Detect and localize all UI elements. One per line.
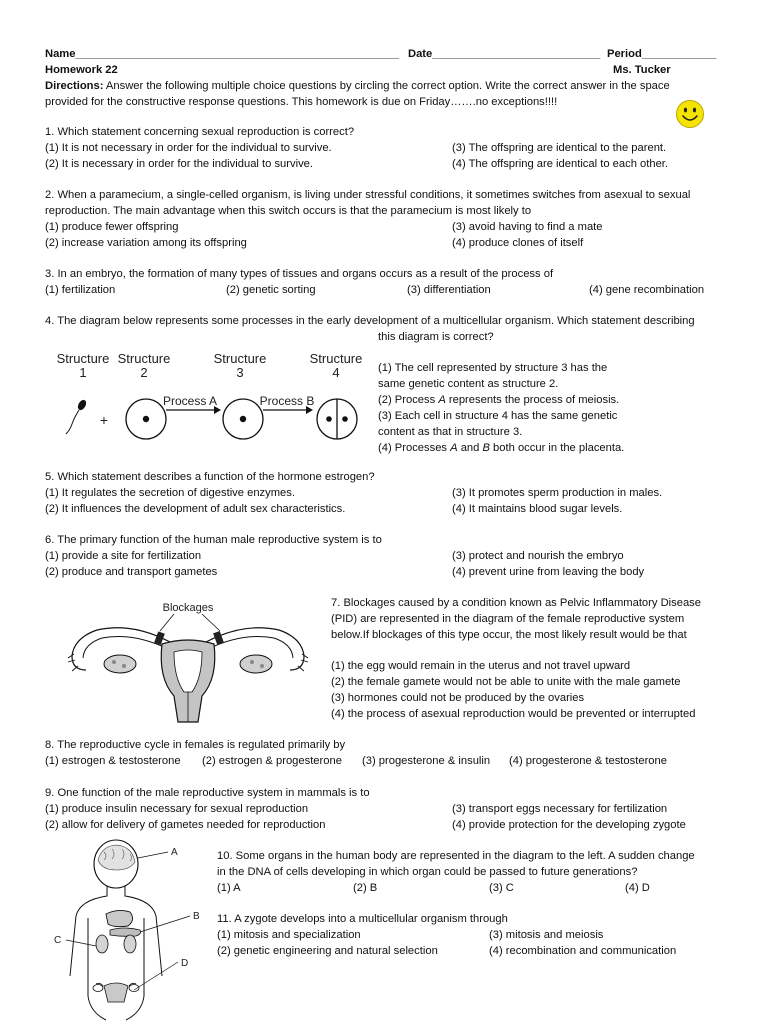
structure-4-number: 4 bbox=[332, 365, 340, 380]
q9-option-1[interactable]: (1) produce insulin necessary for sexual reproduction bbox=[45, 803, 309, 815]
structure-4-label: Structure bbox=[309, 351, 363, 366]
organ-label-a: A bbox=[171, 847, 178, 858]
q4-option-2-pre: (2) Process bbox=[378, 394, 439, 406]
q6-option-1[interactable]: (1) provide a site for fertilization bbox=[45, 550, 202, 562]
q4-option-2-var: A bbox=[438, 394, 446, 406]
q2-option-1[interactable]: (1) produce fewer offspring bbox=[45, 221, 179, 233]
q5-option-2[interactable]: (2) It influences the development of adult sex characteristics. bbox=[45, 503, 346, 515]
q6-option-2[interactable]: (2) produce and transport gametes bbox=[45, 566, 218, 578]
structure-2-number: 2 bbox=[140, 365, 148, 380]
q2-option-3[interactable]: (3) avoid having to find a mate bbox=[452, 221, 603, 233]
q3-option-4[interactable]: (4) gene recombination bbox=[589, 284, 705, 296]
q5-option-1[interactable]: (1) It regulates the secretion of digestive enzymes. bbox=[45, 487, 295, 499]
egg-cell bbox=[126, 399, 166, 439]
period-line[interactable]: Period____________ bbox=[607, 48, 717, 60]
human-body-organs-diagram bbox=[50, 836, 200, 1024]
q4-option-4-var-2: B bbox=[482, 442, 490, 454]
q1-option-1[interactable]: (1) It is not necessary in order for the individual to survive. bbox=[45, 142, 332, 154]
q4-stem-2: this diagram is correct? bbox=[378, 331, 494, 343]
q11-option-3[interactable]: (3) mitosis and meiosis bbox=[489, 929, 604, 941]
directions-line-2: provided for the constructive response questions. This homework is due on Friday…….no exceptions!!!! bbox=[45, 96, 558, 108]
q4-option-4-var-1: A bbox=[450, 442, 458, 454]
structure-3-number: 3 bbox=[236, 365, 244, 380]
q1-option-4[interactable]: (4) The offspring are identical to each other. bbox=[452, 158, 669, 170]
q10-option-2[interactable]: (2) B bbox=[353, 882, 378, 894]
q8-option-1[interactable]: (1) estrogen & testosterone bbox=[45, 755, 181, 767]
q3-stem: 3. In an embryo, the formation of many types of tissues and organs occurs as a result of the process of bbox=[45, 268, 554, 280]
q11-option-1[interactable]: (1) mitosis and specialization bbox=[217, 929, 361, 941]
directions-text-1: Answer the following multiple choice questions by circling the correct option. Write the correct answer in the space bbox=[103, 80, 670, 92]
directions-label: Directions: bbox=[45, 80, 104, 92]
date-line[interactable]: Date___________________________ bbox=[408, 48, 601, 60]
organ-label-d: D bbox=[181, 958, 189, 969]
q8-option-4[interactable]: (4) progesterone & testosterone bbox=[509, 755, 667, 767]
q7-stem-1: 7. Blockages caused by a condition known as Pelvic Inflammatory Disease bbox=[331, 597, 701, 609]
smiley-face-icon bbox=[675, 99, 705, 129]
q4-option-4-post: both occur in the placenta. bbox=[489, 442, 625, 454]
q10-option-4[interactable]: (4) D bbox=[625, 882, 650, 894]
q1-stem: 1. Which statement concerning sexual reproduction is correct? bbox=[45, 126, 355, 138]
q1-option-3[interactable]: (3) The offspring are identical to the parent. bbox=[452, 142, 667, 154]
q4-option-3b[interactable]: content as that in structure 3. bbox=[378, 426, 523, 438]
q3-option-2[interactable]: (2) genetic sorting bbox=[226, 284, 316, 296]
q8-option-3[interactable]: (3) progesterone & insulin bbox=[362, 755, 491, 767]
q4-option-2[interactable] bbox=[378, 393, 619, 409]
q7-option-3[interactable]: (3) hormones could not be produced by the ovaries bbox=[331, 692, 585, 704]
q4-option-4-pre: (4) Processes bbox=[378, 442, 451, 454]
q6-option-4[interactable]: (4) prevent urine from leaving the body bbox=[452, 566, 645, 578]
structure-3-label: Structure bbox=[213, 351, 267, 366]
structure-1-label: Structure bbox=[56, 351, 110, 366]
q10-option-1[interactable]: (1) A bbox=[217, 882, 241, 894]
q11-option-4[interactable]: (4) recombination and communication bbox=[489, 945, 677, 957]
q9-option-2[interactable]: (2) allow for delivery of gametes needed for reproduction bbox=[45, 819, 326, 831]
plus-sign: + bbox=[99, 412, 109, 428]
q10-option-3[interactable]: (3) C bbox=[489, 882, 514, 894]
q10-stem-1: 10. Some organs in the human body are represented in the diagram to the left. A sudden change bbox=[217, 850, 695, 862]
organ-label-b: B bbox=[193, 911, 200, 922]
q4-stem-1: 4. The diagram below represents some processes in the early development of a multicellular organism. Which statement describing bbox=[45, 315, 695, 327]
q9-stem: 9. One function of the male reproductive system in mammals is to bbox=[45, 787, 370, 799]
sperm-cell bbox=[66, 398, 88, 434]
embryo-development-diagram bbox=[50, 348, 370, 448]
q7-stem-3: below.If blockages of this type occur, the most likely result would be that bbox=[331, 629, 687, 641]
q11-stem: 11. A zygote develops into a multicellular organism through bbox=[217, 913, 508, 925]
q10-stem-2: in the DNA of cells developing in which organ could be passed to future generations? bbox=[217, 866, 638, 878]
blockages-label: Blockages bbox=[162, 602, 214, 614]
q7-stem-2: (PID) are represented in the diagram of the female reproductive system bbox=[331, 613, 685, 625]
q3-option-1[interactable]: (1) fertilization bbox=[45, 284, 116, 296]
q6-option-3[interactable]: (3) protect and nourish the embryo bbox=[452, 550, 624, 562]
q8-option-2[interactable]: (2) estrogen & progesterone bbox=[202, 755, 342, 767]
q5-stem: 5. Which statement describes a function of the hormone estrogen? bbox=[45, 471, 375, 483]
name-line[interactable]: Name____________________________________________________ bbox=[45, 48, 400, 60]
q4-option-2-post: represents the process of meiosis. bbox=[445, 394, 620, 406]
q9-option-4[interactable]: (4) provide protection for the developing zygote bbox=[452, 819, 686, 831]
organ-label-c: C bbox=[54, 935, 62, 946]
directions-line-1 bbox=[45, 79, 670, 95]
q3-option-3[interactable]: (3) differentiation bbox=[407, 284, 491, 296]
process-a-label: Process A bbox=[162, 394, 218, 408]
q1-option-2[interactable]: (2) It is necessary in order for the individual to survive. bbox=[45, 158, 313, 170]
process-b-label: Process B bbox=[259, 394, 315, 408]
q2-stem-1: 2. When a paramecium, a single-celled organism, is living under stressful conditions, it sometimes switches from asexual to sexual bbox=[45, 189, 691, 201]
q2-option-4[interactable]: (4) produce clones of itself bbox=[452, 237, 584, 249]
q4-option-4[interactable] bbox=[378, 441, 624, 457]
q2-stem-2: reproduction. The main advantage when this switch occurs is that the paramecium is most likely to bbox=[45, 205, 532, 217]
q4-option-1a[interactable]: (1) The cell represented by structure 3 has the bbox=[378, 362, 608, 374]
q4-option-4-mid: and bbox=[457, 442, 483, 454]
q4-option-3a[interactable]: (3) Each cell in structure 4 has the same genetic bbox=[378, 410, 618, 422]
structure-1-number: 1 bbox=[79, 365, 87, 380]
q5-option-4[interactable]: (4) It maintains blood sugar levels. bbox=[452, 503, 623, 515]
q7-option-2[interactable]: (2) the female gamete would not be able to unite with the male gamete bbox=[331, 676, 681, 688]
q6-stem: 6. The primary function of the human male reproductive system is to bbox=[45, 534, 382, 546]
zygote-cell bbox=[223, 399, 263, 439]
teacher-name: Ms. Tucker bbox=[613, 64, 671, 76]
female-reproductive-diagram bbox=[62, 598, 312, 728]
q7-option-1[interactable]: (1) the egg would remain in the uterus and not travel upward bbox=[331, 660, 631, 672]
q9-option-3[interactable]: (3) transport eggs necessary for fertilization bbox=[452, 803, 668, 815]
q8-stem: 8. The reproductive cycle in females is regulated primarily by bbox=[45, 739, 346, 751]
q2-option-2[interactable]: (2) increase variation among its offspring bbox=[45, 237, 247, 249]
q5-option-3[interactable]: (3) It promotes sperm production in males. bbox=[452, 487, 663, 499]
q4-option-1b[interactable]: same genetic content as structure 2. bbox=[378, 378, 559, 390]
q11-option-2[interactable]: (2) genetic engineering and natural selection bbox=[217, 945, 438, 957]
structure-2-label: Structure bbox=[117, 351, 171, 366]
q7-option-4[interactable]: (4) the process of asexual reproduction would be prevented or interrupted bbox=[331, 708, 696, 720]
homework-title: Homework 22 bbox=[45, 64, 118, 76]
two-cell-embryo bbox=[317, 399, 357, 439]
